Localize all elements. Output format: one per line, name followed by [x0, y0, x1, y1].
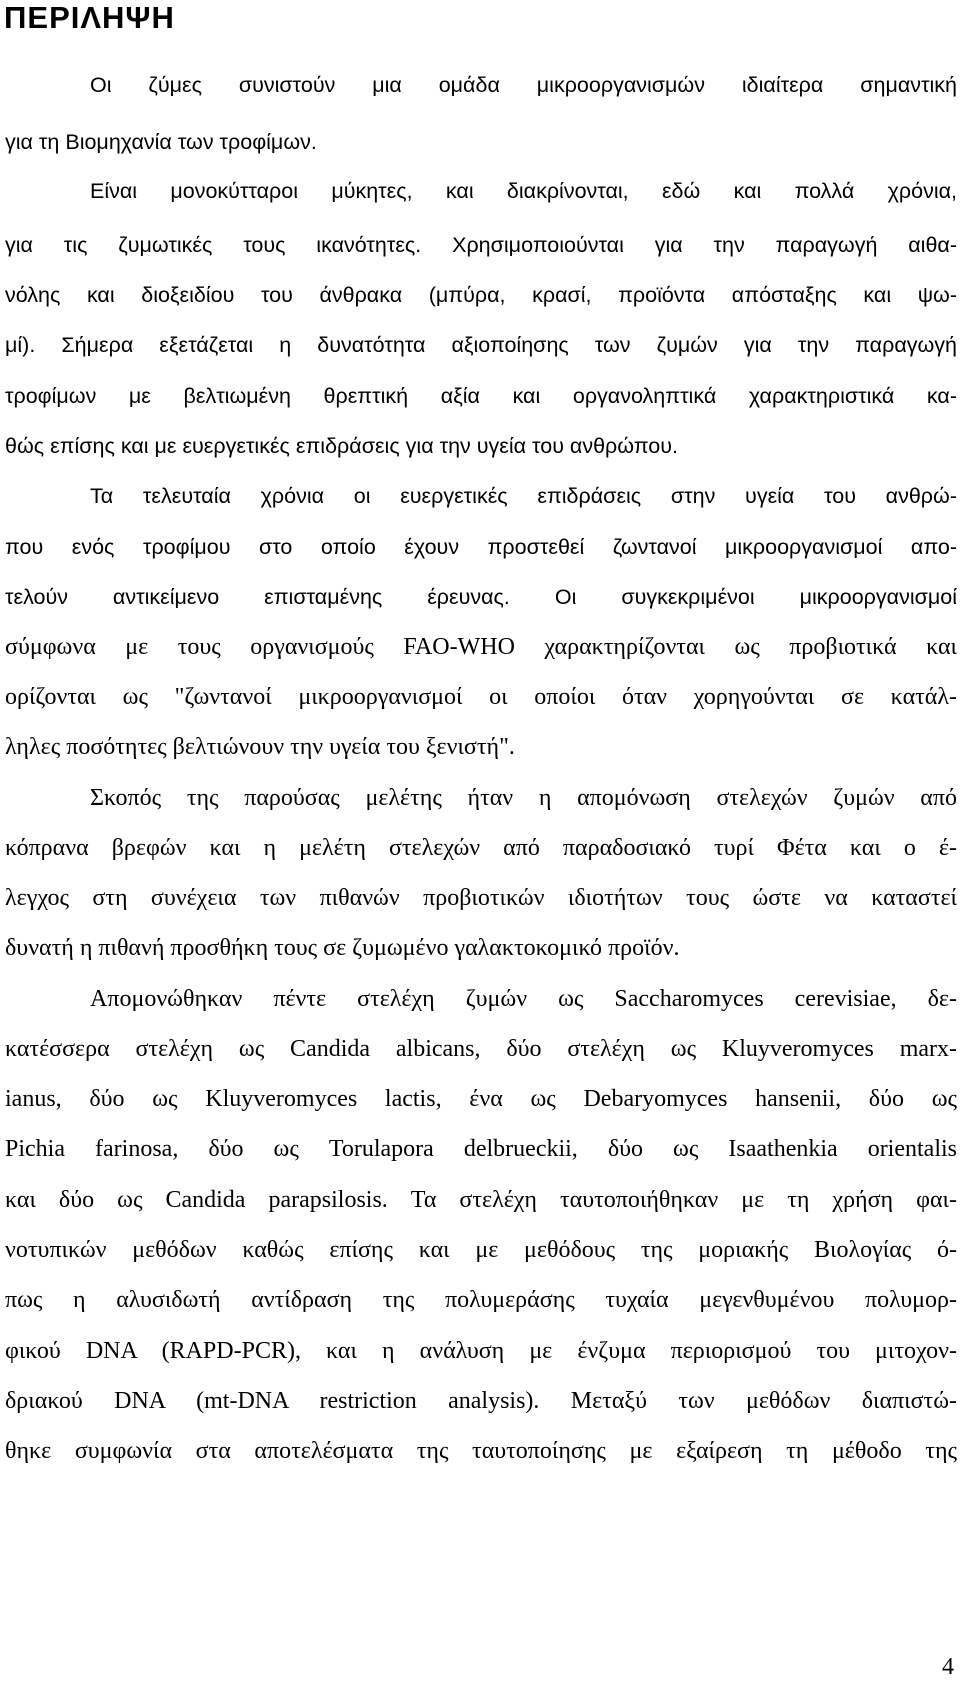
- text-line: θώς επίσης και με ευεργετικές επιδράσεις για την υγεία του ανθρώπου.: [5, 434, 678, 458]
- text-line: δριακού DNA (mt-DNA restriction analysis). Μεταξύ των μεθόδων διαπιστώ-: [5, 1388, 957, 1414]
- text-line: Απομονώθηκαν πέντε στελέχη ζυμών ως Saccharomyces cerevisiae, δε-: [90, 986, 957, 1012]
- text-line: πως η αλυσιδωτή αντίδραση της πολυμεράσης τυχαία μεγενθυμένου πολυμορ-: [5, 1287, 957, 1313]
- text-line: δυνατή η πιθανή προσθήκη τους σε ζυμωμένο γαλακτοκομικό προϊόν.: [5, 935, 680, 961]
- text-line: και δύο ως Candida parapsilosis. Τα στελέχη ταυτοποιήθηκαν με τη χρήση φαι-: [5, 1187, 957, 1213]
- text-line: κόπρανα βρεφών και η μελέτη στελεχών από παραδοσιακό τυρί Φέτα και ο έ-: [5, 835, 957, 861]
- text-line: για τη Βιομηχανία των τροφίμων.: [5, 130, 317, 154]
- text-line: ianus, δύο ως Kluyveromyces lactis, ένα ως Debaryomyces hansenii, δύο ως: [5, 1086, 957, 1112]
- text-line: νοτυπικών μεθόδων καθώς επίσης και με μεθόδους της μοριακής Βιολογίας ό-: [5, 1237, 957, 1263]
- text-line: τελούν αντικείμενο επισταμένης έρευνας. Οι συγκεκριμένοι μικροοργανισμοί: [5, 585, 957, 609]
- page-number: 4: [942, 1654, 954, 1680]
- text-line: μί). Σήμερα εξετάζεται η δυνατότητα αξιοποίησης των ζυμών για την παραγωγή: [5, 333, 957, 357]
- page-title: ΠΕΡΙΛΗΨΗ: [4, 0, 175, 35]
- text-line: για τις ζυμωτικές τους ικανότητες. Χρησιμοποιούνται για την παραγωγή αιθα-: [5, 233, 957, 257]
- text-line: κατέσσερα στελέχη ως Candida albicans, δύο στελέχη ως Kluyveromyces marx-: [5, 1036, 957, 1062]
- text-line: λεγχος στη συνέχεια των πιθανών προβιοτικών ιδιοτήτων τους ώστε να καταστεί: [5, 885, 957, 911]
- text-line: φικού DNA (RAPD-PCR), και η ανάλυση με ένζυμα περιορισμού του μιτοχον-: [5, 1338, 957, 1364]
- text-line: που ενός τροφίμου στο οποίο έχουν προστεθεί ζωντανοί μικροοργανισμοί απο-: [5, 535, 957, 559]
- text-line: ληλες ποσότητες βελτιώνουν την υγεία του ξενιστή".: [5, 734, 515, 760]
- text-line: Είναι μονοκύτταροι μύκητες, και διακρίνονται, εδώ και πολλά χρόνια,: [90, 179, 957, 203]
- text-line: Σκοπός της παρούσας μελέτης ήταν η απομόνωση στελεχών ζυμών από: [90, 785, 957, 811]
- text-line: Οι ζύμες συνιστούν μια ομάδα μικροοργανισμών ιδιαίτερα σημαντική: [90, 73, 957, 97]
- text-line: Pichia farinosa, δύο ως Torulapora delbrueckii, δύο ως Isaathenkia orientalis: [5, 1136, 957, 1162]
- text-line: σύμφωνα με τους οργανισμούς FAO-WHO χαρακτηρίζονται ως προβιοτικά και: [5, 634, 957, 660]
- text-line: νόλης και διοξειδίου του άνθρακα (μπύρα, κρασί, προϊόντα απόσταξης και ψω-: [5, 283, 957, 307]
- text-line: τροφίμων με βελτιωμένη θρεπτική αξία και οργανοληπτικά χαρακτηριστικά κα-: [5, 384, 957, 408]
- text-line: Τα τελευταία χρόνια οι ευεργετικές επιδράσεις στην υγεία του ανθρώ-: [90, 484, 957, 508]
- text-line: θηκε συμφωνία στα αποτελέσματα της ταυτοποίησης με εξαίρεση τη μέθοδο της: [5, 1438, 957, 1464]
- text-line: ορίζονται ως "ζωντανοί μικροοργανισμοί οι οποίοι όταν χορηγούνται σε κατάλ-: [5, 684, 957, 710]
